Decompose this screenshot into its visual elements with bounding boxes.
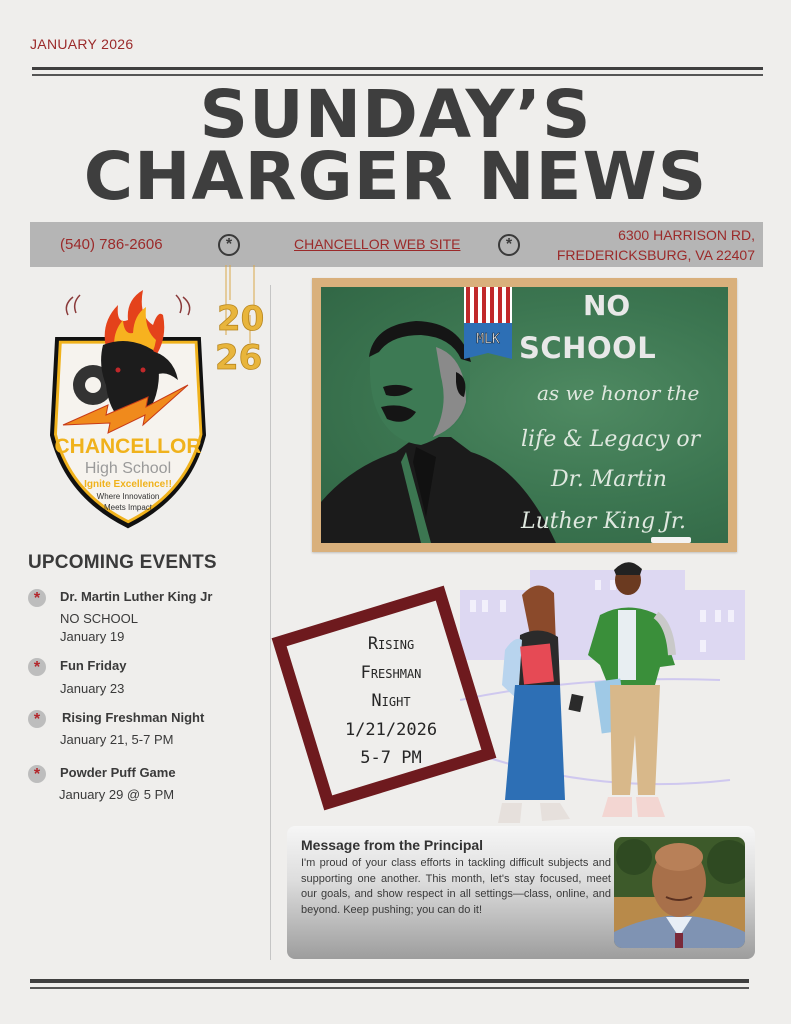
event-item <box>28 589 268 649</box>
phone-number[interactable]: (540) 786-2606 <box>60 236 163 253</box>
svg-text:Where Innovation: Where Innovation <box>96 492 160 501</box>
students-illustration <box>460 555 770 830</box>
event-item <box>28 710 268 750</box>
event-item <box>28 658 268 698</box>
svg-text:Ignite Excellence!!: Ignite Excellence!! <box>84 479 172 490</box>
principal-photo <box>614 837 745 948</box>
logo-school-name: CHANCELLOR <box>54 435 202 458</box>
board-script-line: Luther King Jr. <box>521 509 686 534</box>
rising-freshman-announcement <box>316 630 466 773</box>
event-name: Rising Freshman Night <box>62 710 205 725</box>
footer-rule-thin <box>30 987 749 989</box>
chalk-piece <box>651 537 691 543</box>
masthead-line-1: SUNDAY’S <box>199 76 592 153</box>
asterisk-circle-icon: * <box>218 234 240 256</box>
event-date: January 23 <box>60 681 125 696</box>
board-script-line: as we honor the <box>537 381 700 405</box>
asterisk-bullet-icon: * <box>28 765 46 783</box>
contact-info-bar <box>30 222 763 267</box>
svg-text:Meets Impact: Meets Impact <box>103 503 153 512</box>
event-name: Fun Friday <box>60 658 127 673</box>
column-divider <box>270 285 271 960</box>
board-script-line: Dr. Martin <box>551 467 667 492</box>
board-script-line: life & Legacy or <box>521 427 701 452</box>
event-date: January 29 @ 5 PM <box>59 787 175 802</box>
no-school-headline-2: SCHOOL <box>519 331 657 365</box>
svg-text:26: 26 <box>215 338 263 375</box>
address-line-2: FREDERICKSBURG, VA 22407 <box>556 247 755 263</box>
footer-rule-thick <box>30 979 749 983</box>
rf-line: Night <box>371 691 411 711</box>
rf-line: Rising <box>367 634 415 654</box>
svg-text:High School: High School <box>84 460 172 477</box>
year-2026-ornament <box>212 265 267 375</box>
event-date: January 19 <box>60 629 125 644</box>
event-item <box>28 765 268 805</box>
no-school-headline-1: NO <box>583 289 631 322</box>
mlk-banner-icon <box>464 287 512 361</box>
mlk-portrait-icon <box>321 287 571 543</box>
rf-line: Freshman <box>360 662 422 683</box>
asterisk-bullet-icon: * <box>28 589 46 607</box>
asterisk-circle-icon: * <box>498 234 520 256</box>
masthead-line-2: CHARGER NEWS <box>83 138 708 215</box>
issue-date: JANUARY 2026 <box>30 36 134 52</box>
address-line-1: 6300 HARRISON RD, <box>618 227 755 243</box>
website-link[interactable]: CHANCELLOR WEB SITE <box>294 236 461 252</box>
principal-message-title: Message from the Principal <box>301 837 484 853</box>
svg-text:20: 20 <box>217 299 265 339</box>
svg-text:MLK: MLK <box>476 332 500 347</box>
event-detail: NO SCHOOL <box>60 611 139 626</box>
school-crest-icon <box>38 285 218 535</box>
asterisk-bullet-icon: * <box>28 658 46 676</box>
upcoming-events-heading: UPCOMING EVENTS <box>28 552 217 573</box>
principal-message-card <box>287 826 755 959</box>
mlk-chalkboard <box>312 278 737 552</box>
school-logo <box>38 285 218 535</box>
event-name: Dr. Martin Luther King Jr <box>60 589 213 604</box>
principal-message-body: I'm proud of your class efforts in tackling difficult subjects and supporting one another. This month, let's stay focused, meet our goals, and show respect in all settings—class, online, and beyond. Keep pushing; you can do it! <box>301 857 611 916</box>
address <box>557 225 755 265</box>
event-name: Powder Puff Game <box>60 765 176 780</box>
rf-line: 5-7 PM <box>360 748 422 768</box>
asterisk-bullet-icon: * <box>28 710 46 728</box>
header-rule-thick <box>32 67 763 70</box>
rf-line: 1/21/2026 <box>344 719 438 740</box>
event-date: January 21, 5-7 PM <box>60 732 174 747</box>
